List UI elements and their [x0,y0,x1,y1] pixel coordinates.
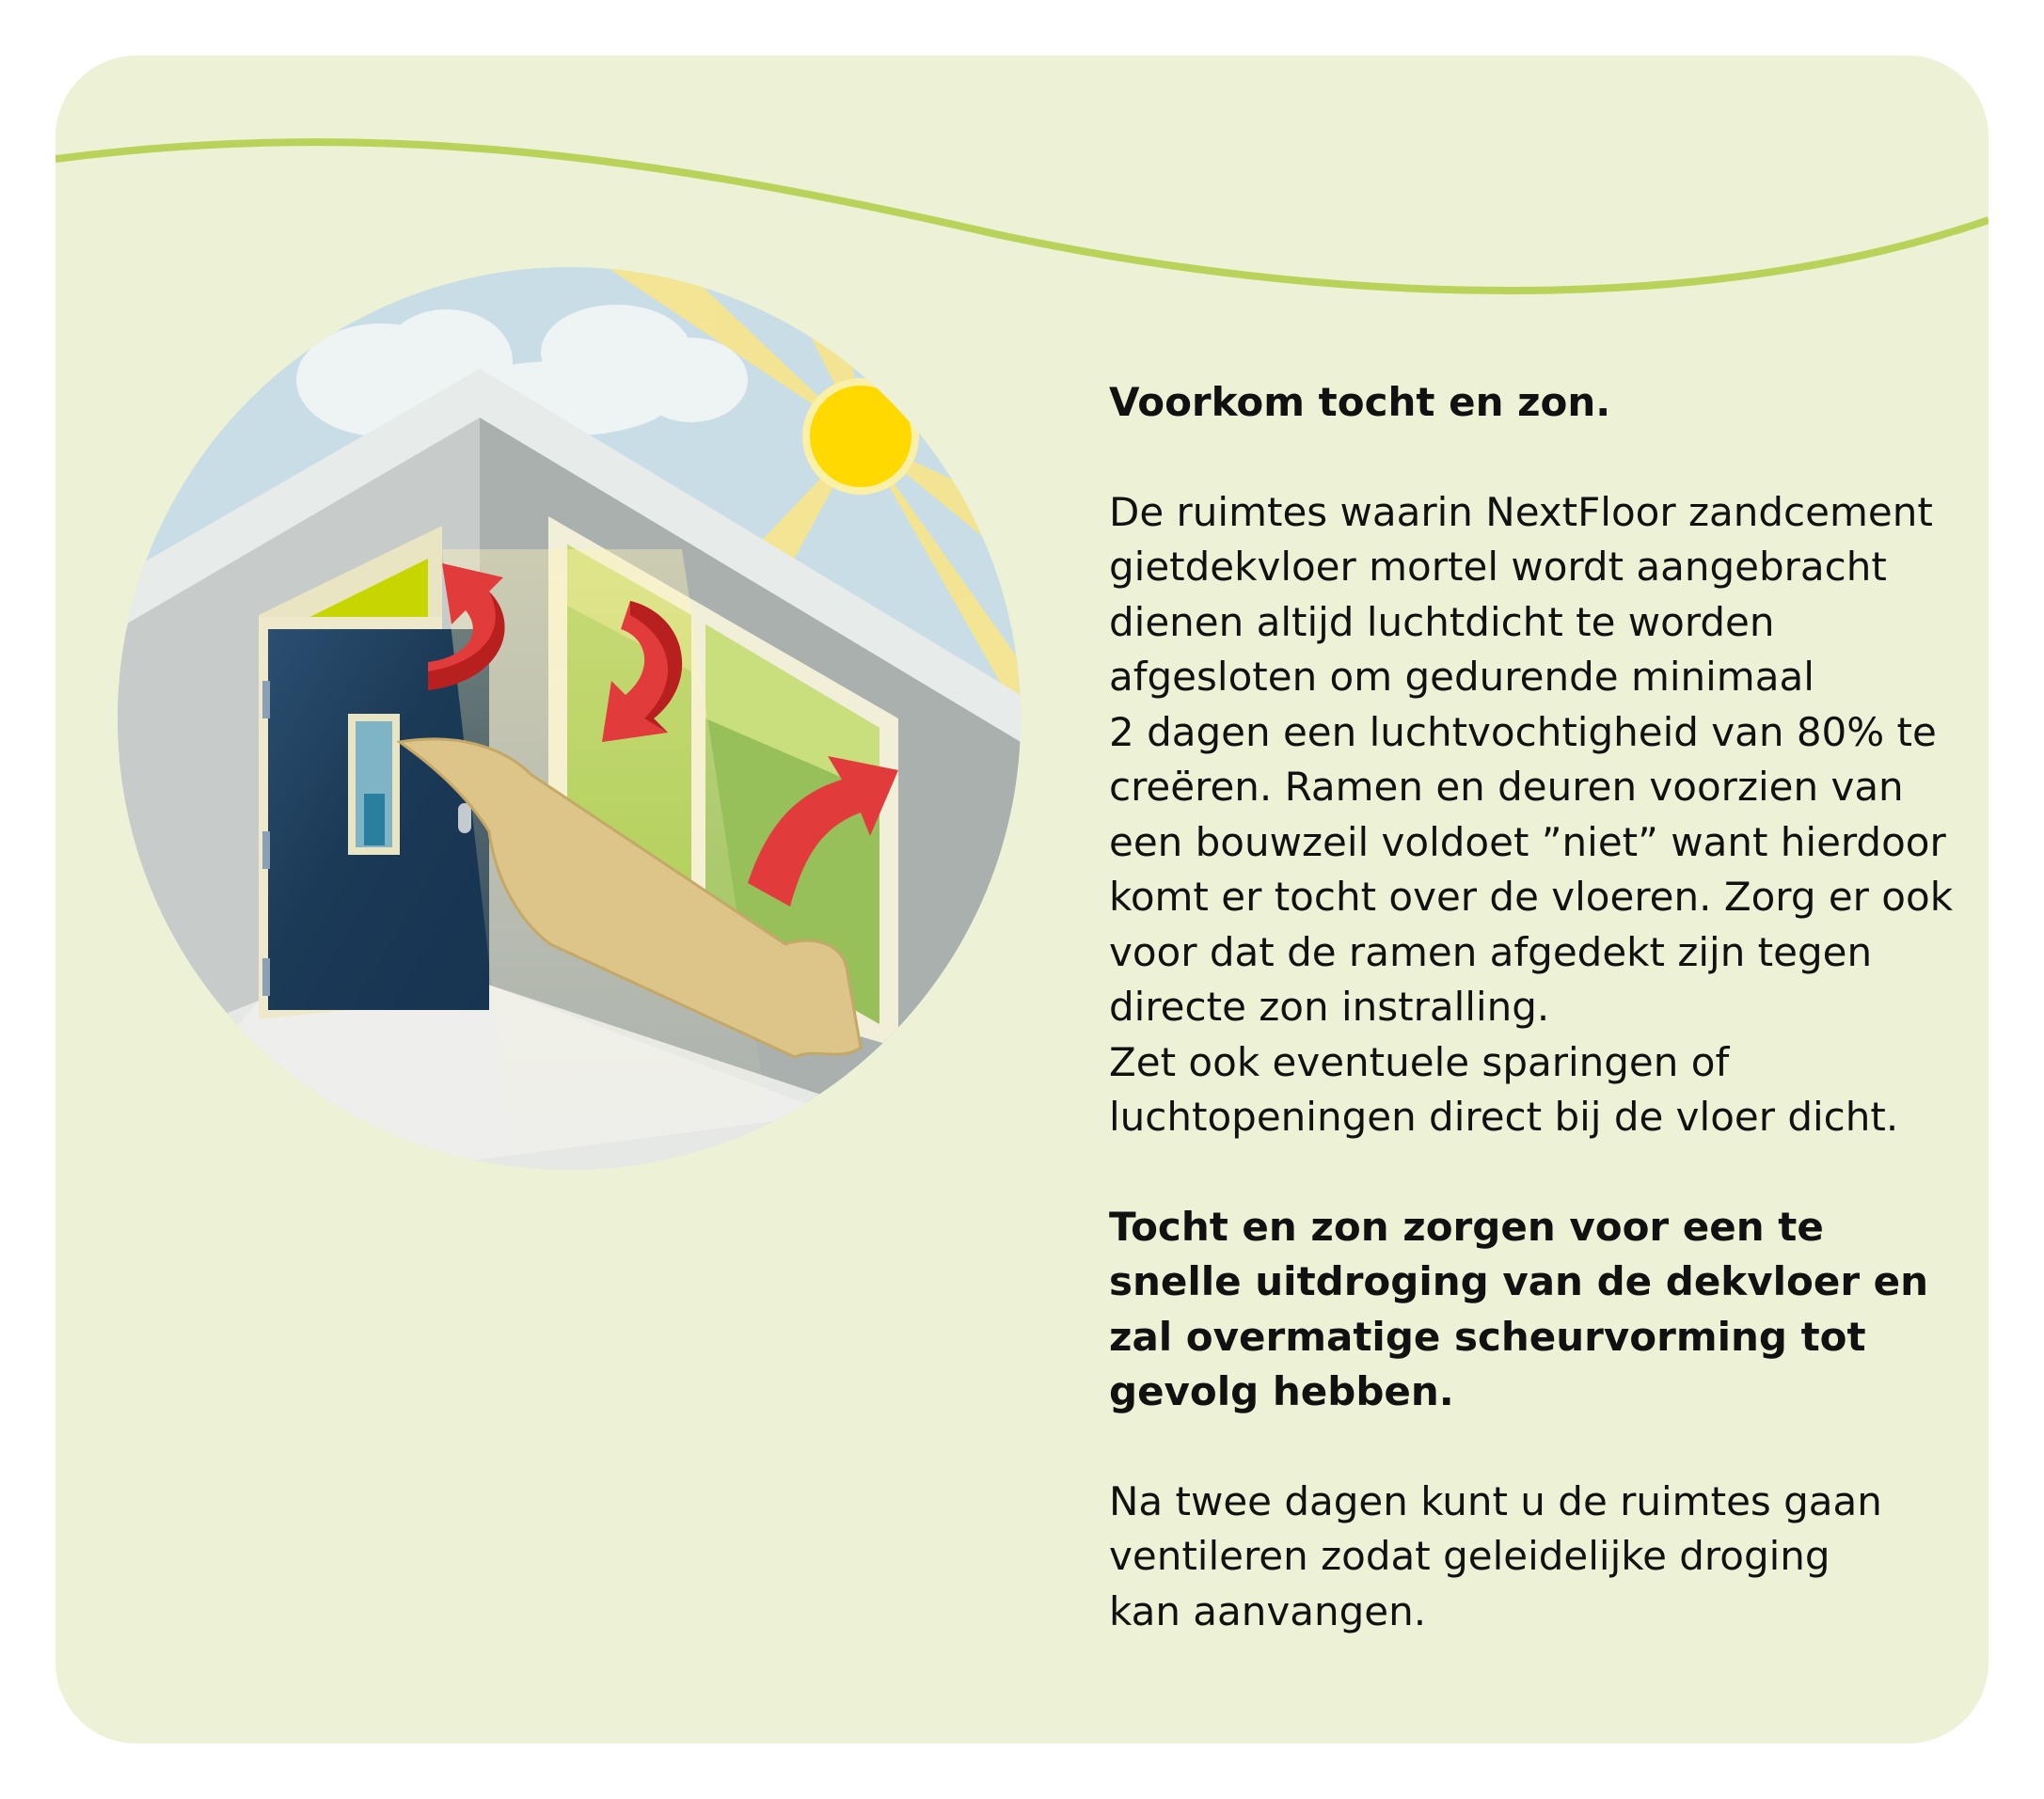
info-card [55,55,1989,1744]
body-line: een bouwzeil voldoet ”niet” want hierdoor [1109,818,1946,865]
page-title: Voorkom tocht en zon. [1109,379,1611,425]
warning-line: gevolg hebben. [1109,1368,1454,1414]
body-line: gietdekvloer mortel wordt aangebracht [1109,544,1887,590]
body-line: 2 dagen een luchtvochtigheid van 80% te [1109,708,1937,755]
body-line: directe zon instralling. [1109,984,1550,1030]
body-line: luchtopeningen direct bij de vloer dicht. [1109,1094,1899,1140]
instruction-text [1109,375,1956,1694]
closing-line: ventileren zodat geleidelijke droging [1109,1533,1830,1579]
door-icon [262,629,489,1010]
body-line: afgesloten om gedurende minimaal [1109,654,1814,700]
closing-line: kan aanvangen. [1109,1587,1427,1634]
closing-paragraph [1109,1475,1956,1640]
body-line: creëren. Ramen en deuren voorzien van [1109,764,1904,810]
closing-line: Na twee dagen kunt u de ruimtes gaan [1109,1477,1882,1524]
body-line: voor dat de ramen afgedekt zijn tegen [1109,928,1873,975]
warning-line: zal overmatige scheurvorming tot [1109,1313,1866,1360]
room-illustration [118,267,1021,1170]
body-line: Zet ook eventuele sparingen of [1109,1038,1730,1085]
body-line: dienen altijd luchtdicht te worden [1109,598,1775,645]
warning-line: snelle uitdroging van de dekvloer en [1109,1258,1929,1304]
body-line: De ruimtes waarin NextFloor zandcement [1109,488,1933,535]
sun-icon [806,382,915,491]
warning-line: Tocht en zon zorgen voor een te [1109,1203,1824,1250]
body-paragraph [1109,485,1956,1145]
body-line: komt er tocht over de vloeren. Zorg er ook [1109,874,1954,920]
warning-paragraph [1109,1200,1956,1420]
